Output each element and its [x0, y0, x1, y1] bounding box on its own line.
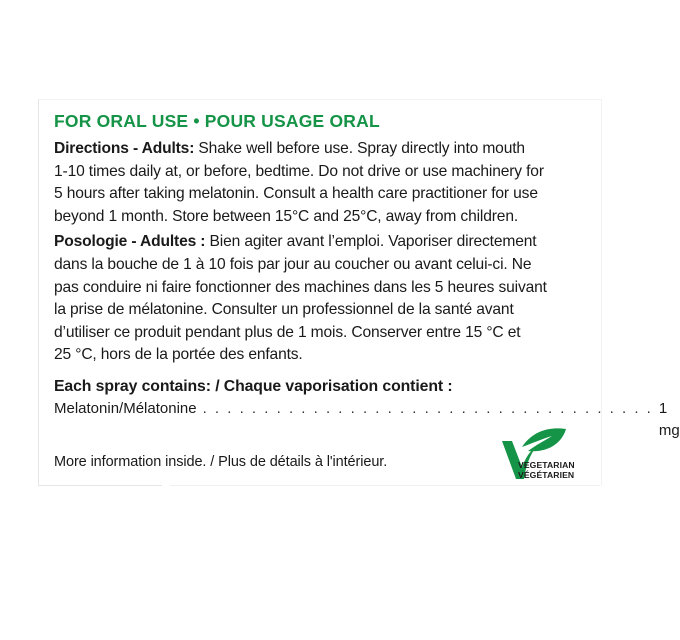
more-information-note: More information inside. / Plus de détails à l'intérieur.	[54, 453, 388, 470]
posologie-label: Posologie - Adultes :	[54, 233, 210, 251]
ingredient-name: Melatonin/Mélatonine	[54, 399, 197, 417]
posologie-line-6: 25 °C, hors de la portée des enfants.	[54, 346, 303, 364]
dot-leader: . . . . . . . . . . . . . . . . . . . . . . . . . . . . . . . . . . . . .	[202, 399, 653, 417]
directions-line-2: 1-10 times daily at, or before, bedtime. Do not drive or use machinery for	[54, 162, 544, 180]
directions-line-3: 5 hours after taking melatonin. Consult a health care practitioner for use	[54, 185, 538, 203]
vegetarian-text	[518, 460, 575, 480]
oral-use-heading: FOR ORAL USE • POUR USAGE ORAL	[54, 111, 380, 131]
directions-french	[54, 231, 584, 367]
ingredient-row	[54, 398, 680, 442]
posologie-line-4: la prise de mélatonine. Consulter un professionnel de la santé avant	[54, 301, 514, 319]
vegetarian-label-en: VEGETARIAN	[518, 460, 575, 470]
ingredient-amount: 1 mg	[658, 399, 680, 439]
vegetarian-badge	[500, 423, 590, 487]
label-bottom-edge	[38, 485, 162, 486]
posologie-line-5: d’utiliser ce produit pendant plus de 1 mois. Conserver entre 15 °C et	[54, 323, 521, 341]
each-spray-contains-heading: Each spray contains: / Chaque vaporisation contient :	[54, 377, 453, 395]
posologie-line-3: pas conduire ni faire fonctionner des machines dans les 5 heures suivant	[54, 278, 547, 296]
directions-line-1: Shake well before use. Spray directly into mouth	[198, 140, 525, 157]
vegetarian-label-fr: VÉGÉTARIEN	[518, 470, 575, 480]
directions-line-4: beyond 1 month. Store between 15°C and 25°C, away from children.	[54, 207, 519, 225]
directions-label: Directions - Adults:	[54, 140, 199, 157]
posologie-line-2: dans la bouche de 1 à 10 fois par jour au coucher ou avant celui-ci. Ne	[54, 255, 532, 273]
label-content	[54, 110, 680, 472]
posologie-line-1: Bien agiter avant l’emploi. Vaporiser directement	[209, 233, 537, 251]
directions-english	[54, 138, 584, 228]
